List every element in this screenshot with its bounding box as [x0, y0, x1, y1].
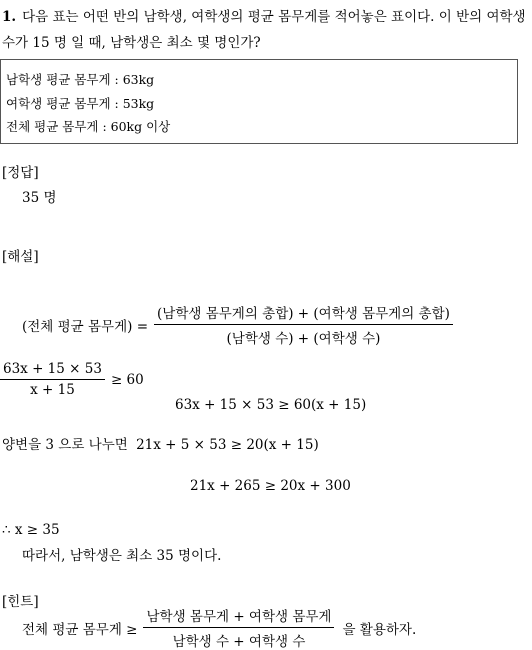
hint-formula-lhs: 전체 평균 몸무게 ≥ [22, 621, 138, 638]
average-formula-numerator: (남학생 몸무게의 총합) + (여학생 몸무게의 총합) [154, 302, 453, 325]
problem-statement [2, 4, 530, 56]
inequality-3-text: 양변을 3 으로 나누면 [2, 437, 128, 453]
answer-value: 35 명 [22, 190, 57, 206]
inequality-result: ∴ x ≥ 35 [2, 522, 60, 538]
inequality-1-numerator: 63x + 15 × 53 [0, 361, 105, 380]
hint-label: [힌트] [2, 594, 39, 610]
inequality-1-fraction [0, 361, 105, 398]
average-formula-denominator: (남학생 수) + (여학생 수) [226, 331, 381, 347]
hint-formula-denominator: 남학생 수 + 여학생 수 [172, 634, 306, 650]
conclusion: 따라서, 남학생은 최소 35 명이다. [22, 548, 222, 564]
inequality-3-math: 21x + 5 × 53 ≥ 20(x + 15) [136, 437, 319, 453]
inequality-3 [2, 433, 319, 453]
problem-text: 다음 표는 어떤 반의 남학생, 여학생의 평균 몸무게를 적어놓은 표이다. 이 반의 여학생 수가 15 명 일 때, 남학생은 최소 몇 명인가? [2, 9, 526, 51]
given-info-box [0, 59, 518, 144]
average-formula-fraction [154, 302, 453, 347]
hint-formula-rhs: 을 활용하자. [342, 621, 417, 638]
inequality-4: 21x + 265 ≥ 20x + 300 [190, 478, 351, 494]
inequality-1-denominator: x + 15 [30, 382, 75, 398]
hint-formula-fraction [143, 605, 334, 650]
inequality-1-rhs: ≥ 60 [110, 371, 144, 388]
inequality-1 [0, 361, 144, 398]
answer-label: [정답] [2, 165, 39, 181]
given-line-total: 전체 평균 몸무게 : 60kg 이상 [6, 119, 171, 134]
inequality-2: 63x + 15 × 53 ≥ 60(x + 15) [175, 397, 367, 413]
average-formula [22, 302, 453, 347]
given-line-girls: 여학생 평균 몸무게 : 53kg [6, 96, 155, 111]
hint-formula [22, 605, 416, 650]
average-formula-lhs: (전체 평균 몸무게) = [22, 318, 149, 335]
solution-label: [해설] [2, 249, 39, 265]
hint-formula-numerator: 남학생 몸무게 + 여학생 몸무게 [143, 605, 334, 628]
given-line-boys: 남학생 평균 몸무게 : 63kg [6, 72, 155, 87]
problem-number: 1. [2, 9, 17, 25]
